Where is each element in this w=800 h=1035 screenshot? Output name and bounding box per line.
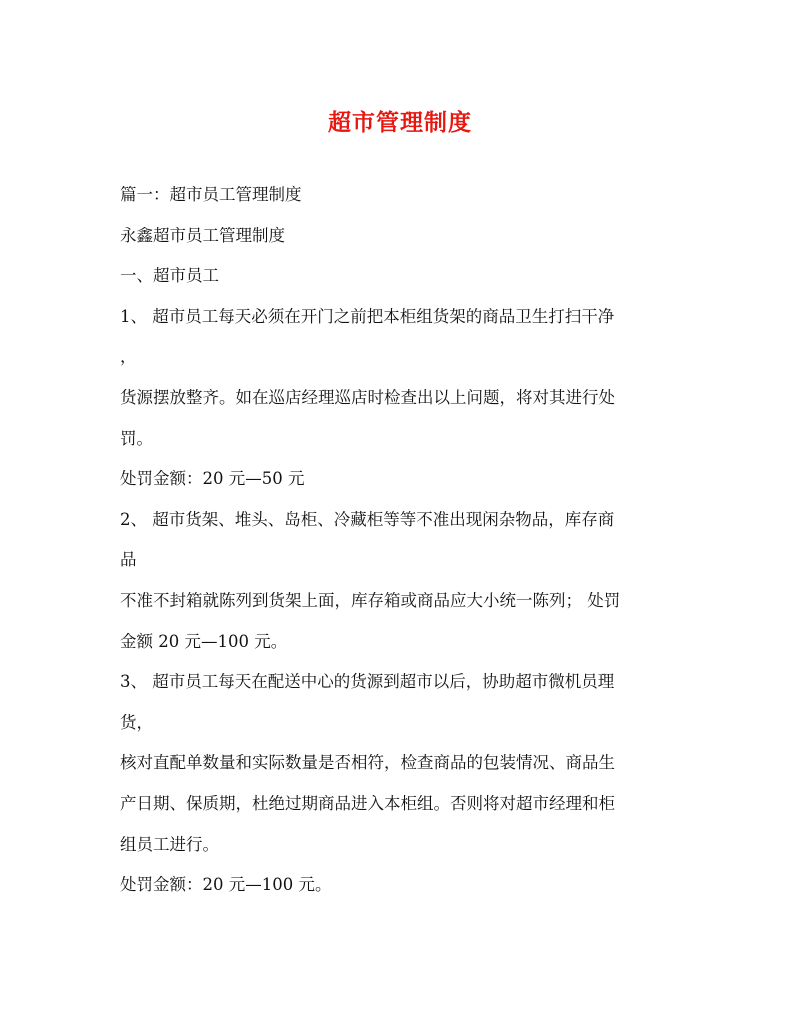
- paragraph-line: 1、 超市员工每天必须在开门之前把本柜组货架的商品卫生打扫干净: [120, 306, 615, 326]
- subheading-yongxin: 永鑫超市员工管理制度: [120, 225, 285, 245]
- paragraph-line: 品: [120, 550, 137, 570]
- section-heading-staff: 一、超市员工: [120, 266, 219, 286]
- penalty-line: 处罚金额：20 元—50 元: [120, 469, 305, 489]
- penalty-line: 金额 20 元—100 元。: [120, 631, 288, 651]
- paragraph-line: ，: [120, 347, 137, 367]
- paragraph-line: 产日期、保质期，杜绝过期商品进入本柜组。否则将对超市经理和柜: [120, 793, 615, 813]
- paragraph-line: 罚。: [120, 428, 153, 448]
- paragraph-line: 不准不封箱就陈列到货架上面，库存箱或商品应大小统一陈列； 处罚: [120, 590, 621, 610]
- document-title: 超市管理制度: [328, 109, 472, 136]
- paragraph-line: 组员工进行。: [120, 834, 219, 854]
- paragraph-line: 2、 超市货架、堆头、岛柜、冷藏柜等等不准出现闲杂物品，库存商: [120, 509, 615, 529]
- paragraph-line: 货源摆放整齐。如在巡店经理巡店时检查出以上问题，将对其进行处: [120, 387, 615, 407]
- document-body: [120, 178, 690, 909]
- paragraph-line: 核对直配单数量和实际数量是否相符，检查商品的包装情况、商品生: [120, 753, 615, 773]
- penalty-line: 处罚金额：20 元—100 元。: [120, 875, 332, 895]
- paragraph-line: 货，: [120, 712, 153, 732]
- paragraph-line: 3、 超市员工每天在配送中心的货源到超市以后，协助超市微机员理: [120, 672, 615, 692]
- heading-part-one: 篇一：超市员工管理制度: [120, 185, 302, 204]
